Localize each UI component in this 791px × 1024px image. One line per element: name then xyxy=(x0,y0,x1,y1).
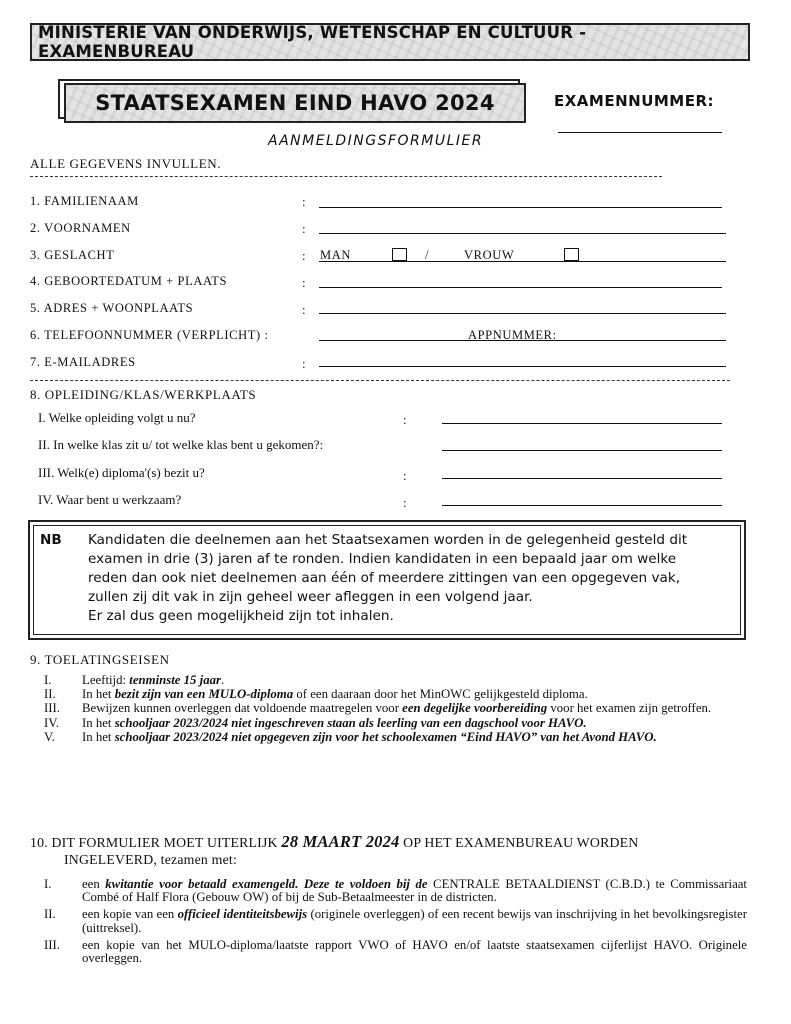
emphasis-text: officieel identiteitsbewijs xyxy=(177,907,308,922)
education-answer-1[interactable] xyxy=(442,423,722,424)
list-item xyxy=(44,717,747,730)
body-text: een kopie van een xyxy=(82,907,178,922)
body-text: In het xyxy=(82,687,115,702)
form-title: AANMELDINGSFORMULIER xyxy=(268,133,484,149)
body-text: CENTRALE BETAALDIENST (C.B.D.) te Commissariaat Combé of Half Flora (Gebouw OW) of bij de Sub-Betaalmeester in de districten. xyxy=(82,877,747,905)
first-names-field[interactable] xyxy=(319,233,726,234)
list-item-number: III. xyxy=(44,937,60,952)
gender-man-label: MAN xyxy=(320,248,351,262)
gender-vrouw-label: VROUW xyxy=(464,248,515,262)
list-item xyxy=(44,702,747,715)
nb-text xyxy=(88,531,738,626)
emphasis-text: een degelijke voorbereiding xyxy=(402,701,548,716)
body-text: of een daaraan door het MinOWC gelijkgesteld diploma. xyxy=(293,687,588,702)
address-field[interactable] xyxy=(319,313,726,314)
emphasis-text: schooljaar 2023/2024 niet ingeschreven staan als leerling van een dagschool voor HAVO. xyxy=(114,715,587,730)
colon: : xyxy=(403,412,407,427)
nb-tag: NB xyxy=(40,532,62,548)
submission-prefix: 10. DIT FORMULIER MOET UITERLIJK xyxy=(30,835,282,850)
submission-line2: INGELEVERD, tezamen met: xyxy=(64,852,237,867)
body-text: een kopie van het MULO-diploma/laatste rapport VWO of HAVO en/of laatste staatsexamen cijferlijst HAVO. Originele overleggen. xyxy=(82,937,747,966)
field-label-birth: 4. GEBOORTEDATUM + PLAATS xyxy=(30,274,228,288)
colon: : xyxy=(302,248,306,263)
body-text: een xyxy=(82,877,106,891)
list-item-number: IV. xyxy=(44,715,60,730)
education-answer-3[interactable] xyxy=(442,478,722,479)
body-text: In het xyxy=(82,729,115,744)
list-item-text xyxy=(82,939,747,965)
exam-number-field[interactable] xyxy=(558,132,722,133)
nb-line: Kandidaten die deelnemen aan het Staatsexamen worden in de gelegenheid gesteld dit xyxy=(88,532,688,548)
email-field[interactable] xyxy=(319,366,726,367)
separator-1 xyxy=(30,176,662,177)
gender-slash: / xyxy=(425,248,430,262)
app-number-label: APPNUMMER: xyxy=(468,328,557,342)
list-item xyxy=(44,939,747,965)
education-answer-4[interactable] xyxy=(442,505,722,506)
nb-line: examen in drie (3) jaren af te ronden. Indien kandidaten in een bepaald jaar om welke xyxy=(88,551,677,567)
list-item-number: II. xyxy=(44,907,56,922)
colon: : xyxy=(302,302,306,317)
field-label-gender: 3. GESLACHT xyxy=(30,248,115,262)
ministry-header xyxy=(30,23,750,61)
submission-deadline: 28 MAART 2024 xyxy=(281,832,400,851)
list-item-number: III. xyxy=(44,701,60,716)
list-item-number: I. xyxy=(44,673,52,687)
list-item-number: I. xyxy=(44,877,52,891)
requirements-title: 9. TOELATINGSEISEN xyxy=(30,652,170,667)
colon: : xyxy=(302,275,306,290)
emphasis-text: tenminste 15 jaar xyxy=(129,673,221,687)
education-question-2: II. In welke klas zit u/ tot welke klas bent u gekomen?: xyxy=(38,437,324,452)
list-item xyxy=(44,674,747,687)
field-label-address: 5. ADRES + WOONPLAATS xyxy=(30,301,194,315)
requirements-list xyxy=(44,674,747,744)
submission-suffix: OP HET EXAMENBUREAU WORDEN xyxy=(399,835,639,850)
submission-heading xyxy=(30,832,638,852)
education-answer-2[interactable] xyxy=(442,450,722,451)
list-item xyxy=(44,688,747,701)
list-item-text xyxy=(82,717,747,730)
colon: : xyxy=(302,194,306,209)
education-question-1: I. Welke opleiding volgt u nu? xyxy=(38,410,196,425)
list-item-text xyxy=(82,688,747,701)
gender-man-checkbox[interactable] xyxy=(392,248,407,261)
education-title: 8. OPLEIDING/KLAS/WERKPLAATS xyxy=(30,387,257,402)
education-question-3: III. Welk(e) diploma'(s) bezit u? xyxy=(38,465,205,480)
colon: : xyxy=(302,356,306,371)
field-label-first-names: 2. VOORNAMEN xyxy=(30,221,131,235)
list-item-text xyxy=(82,674,747,687)
list-item-number: II. xyxy=(44,687,56,702)
exam-number-label: EXAMENNUMMER: xyxy=(554,92,715,110)
colon: : xyxy=(403,468,407,483)
field-label-phone: 6. TELEFOONNUMMER (VERPLICHT) : xyxy=(30,328,269,342)
list-item-text xyxy=(82,702,747,715)
list-item-number: V. xyxy=(44,729,55,744)
list-item-text xyxy=(82,908,747,934)
gender-vrouw-checkbox[interactable] xyxy=(564,248,579,261)
body-text: In het xyxy=(82,715,115,730)
exam-title: STAATSEXAMEN EIND HAVO 2024 xyxy=(95,91,495,115)
emphasis-text: kwitantie voor betaald examengeld. Deze te voldoen bij de xyxy=(105,877,428,891)
gender-field-line xyxy=(319,261,726,262)
nb-line: Er zal dus geen mogelijkheid zijn tot inhalen. xyxy=(88,608,394,624)
family-name-field[interactable] xyxy=(319,207,722,208)
body-text: (originele overleggen) of een recent bewijs van inschrijving in het bevolkingsregister (uittreksel). xyxy=(82,907,747,935)
exam-title-box xyxy=(64,83,526,123)
body-text: voor het examen zijn getroffen. xyxy=(547,701,712,716)
nb-line: reden dan ook niet deelnemen aan één of meerdere zittingen van een opgegeven vak, xyxy=(88,570,681,586)
body-text: Bewijzen kunnen overleggen dat voldoende maatregelen voor xyxy=(82,701,403,716)
list-item-text xyxy=(82,731,747,744)
list-item xyxy=(44,878,747,904)
list-item-text xyxy=(82,878,747,904)
body-text: . xyxy=(221,673,225,687)
nb-line: zullen zij dit vak in zijn geheel weer afleggen in een volgend jaar. xyxy=(88,589,533,605)
submission-list xyxy=(44,878,747,965)
colon: : xyxy=(302,221,306,236)
instruction-text: ALLE GEGEVENS INVULLEN. xyxy=(30,156,222,171)
body-text: Leeftijd: xyxy=(82,673,130,687)
ministry-title: MINISTERIE VAN ONDERWIJS, WETENSCHAP EN CULTUUR - EXAMENBUREAU xyxy=(38,23,587,61)
emphasis-text: bezit zijn van een MULO-diploma xyxy=(114,687,294,702)
list-item xyxy=(44,908,747,934)
education-question-4: IV. Waar bent u werkzaam? xyxy=(38,492,182,507)
emphasis-text: schooljaar 2023/2024 niet opgegeven zijn voor het schoolexamen “Eind HAVO” van het Avond HAVO. xyxy=(114,729,657,744)
separator-2 xyxy=(30,380,730,381)
field-label-email: 7. E-MAILADRES xyxy=(30,355,136,369)
birth-field[interactable] xyxy=(319,287,722,288)
colon: : xyxy=(403,495,407,510)
list-item xyxy=(44,731,747,744)
field-label-family-name: 1. FAMILIENAAM xyxy=(30,194,139,208)
